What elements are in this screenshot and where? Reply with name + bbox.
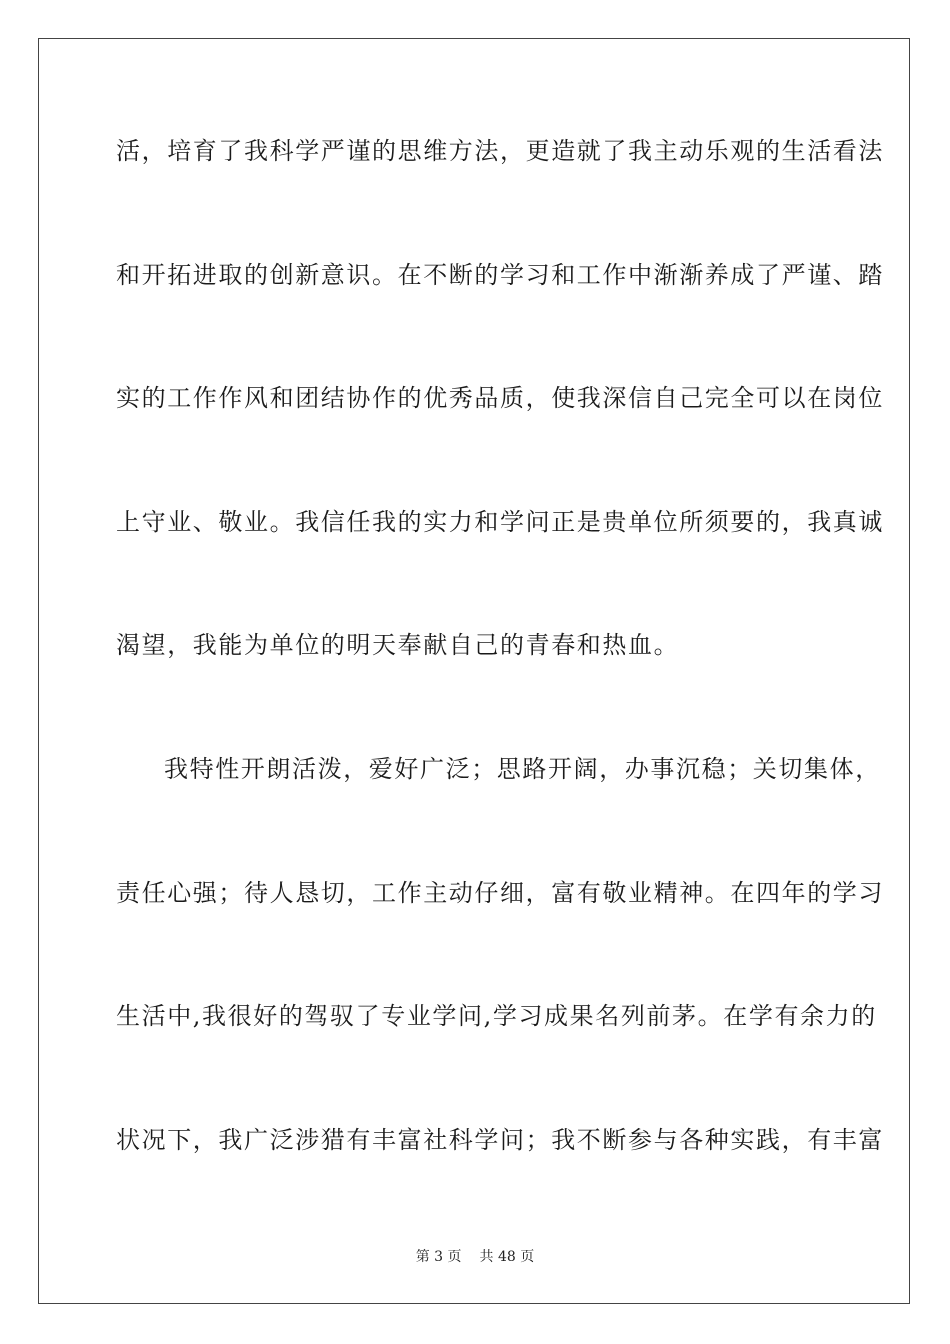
page-frame — [38, 38, 910, 1304]
body-line-4: 上守业、敬业。我信任我的实力和学问正是贵单位所须要的，我真诚 — [116, 508, 884, 536]
body-line-3: 实的工作作风和团结协作的优秀品质，使我深信自己完全可以在岗位 — [116, 384, 884, 412]
body-line-2: 和开拓进取的创新意识。在不断的学习和工作中渐渐养成了严谨、踏 — [116, 261, 884, 289]
page-footer — [0, 1246, 950, 1266]
body-line-8: 生活中,我很好的驾驭了专业学问,学习成果名列前茅。在学有余力的 — [116, 1002, 877, 1030]
body-line-5: 渴望，我能为单位的明天奉献自己的青春和热血。 — [116, 631, 680, 659]
body-line-7: 责任心强；待人恳切，工作主动仔细，富有敬业精神。在四年的学习 — [116, 879, 884, 907]
page-total: 共 48 页 — [479, 1249, 535, 1265]
body-line-6: 我特性开朗活泼，爱好广泛；思路开阔，办事沉稳；关切集体， — [164, 755, 881, 783]
body-line-1: 活，培育了我科学严谨的思维方法，更造就了我主动乐观的生活看法 — [116, 137, 884, 165]
body-line-9: 状况下，我广泛涉猎有丰富社科学问；我不断参与各种实践，有丰富 — [116, 1126, 884, 1154]
page-number: 第 3 页 — [415, 1249, 462, 1265]
